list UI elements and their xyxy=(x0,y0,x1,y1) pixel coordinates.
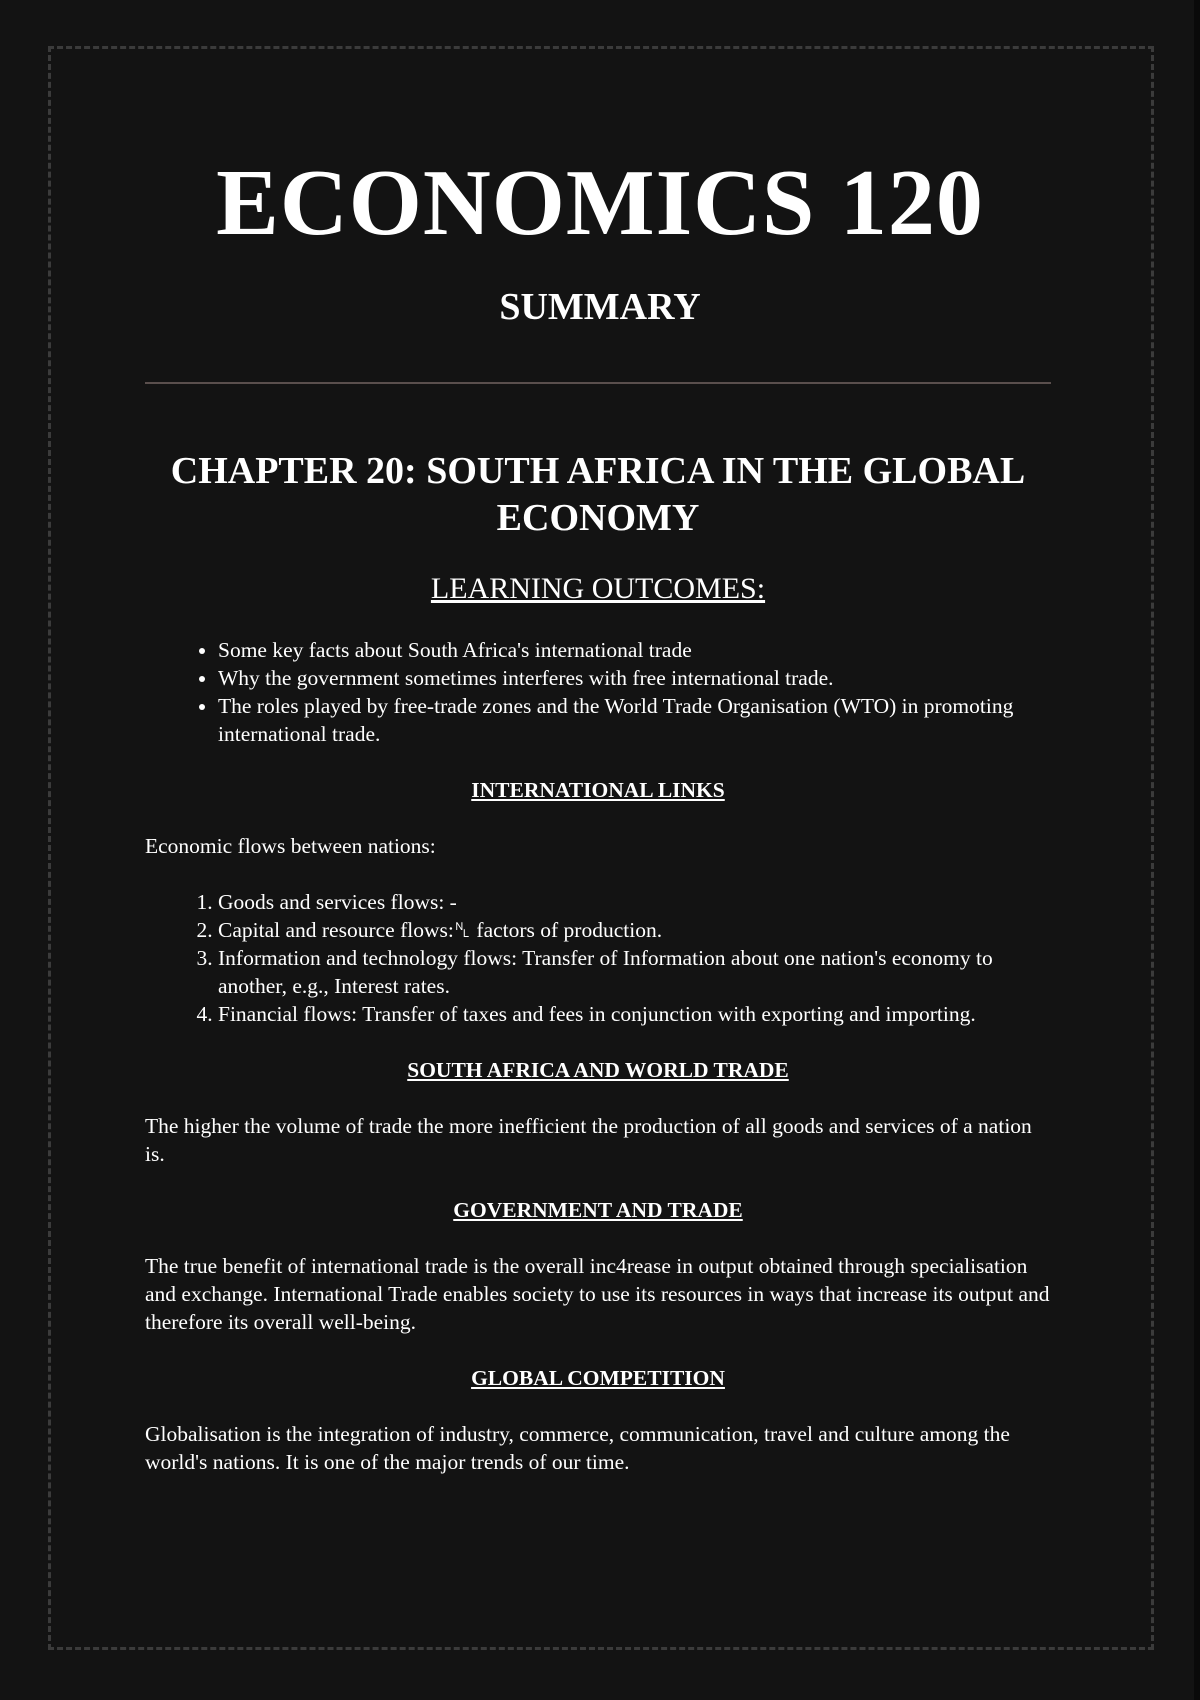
list-item: • Why the government sometimes interferes with free international trade. xyxy=(218,664,1051,692)
title-divider xyxy=(145,382,1051,384)
chapter-title: CHAPTER 20: SOUTH AFRICA IN THE GLOBAL ECONOMY xyxy=(170,450,1026,539)
global-competition-text: Globalisation is the integration of industry, commerce, communication, travel and culture among the world's nations. It is one of the major trends of our time. xyxy=(145,1422,1010,1474)
economic-flows-list xyxy=(145,888,1051,1028)
section-heading-south-africa-world-trade: SOUTH AFRICA AND WORLD TRADE xyxy=(407,1058,789,1082)
list-item: • Some key facts about South Africa's international trade xyxy=(218,636,1051,664)
section-heading-global-competition: GLOBAL COMPETITION xyxy=(471,1366,725,1390)
document-title: ECONOMICS 120 xyxy=(216,151,984,255)
government-trade-text: The true benefit of international trade is the overall inc4rease in output obtained through specialisation and exchange. International Trade enables society to use its resources in ways that increase its output and therefore its overall well-being. xyxy=(145,1254,1050,1334)
list-item: 3. Information and technology flows: Transfer of Information about one nation's economy to another, e.g., Interest rates. xyxy=(218,944,1051,1000)
section-heading-international-links: INTERNATIONAL LINKS xyxy=(471,778,725,802)
learning-outcomes-list xyxy=(145,636,1051,748)
south-africa-world-trade-text: The higher the volume of trade the more inefficient the production of all goods and services of a nation is. xyxy=(145,1114,1032,1166)
list-item: 1. Goods and services flows: - xyxy=(218,888,1051,916)
document-subtitle: SUMMARY xyxy=(499,286,701,328)
list-item: • The roles played by free-trade zones and the World Trade Organisation (WTO) in promoting international trade. xyxy=(218,692,1051,748)
international-links-intro: Economic flows between nations: xyxy=(145,834,436,858)
list-item: 2. Capital and resource flows:␤ factors of production. xyxy=(218,916,1051,944)
document-body xyxy=(145,570,1051,1476)
list-item: 4. Financial flows: Transfer of taxes and fees in conjunction with exporting and importing. xyxy=(218,1000,1051,1028)
learning-outcomes-heading: LEARNING OUTCOMES: xyxy=(430,572,766,605)
section-heading-government-trade: GOVERNMENT AND TRADE xyxy=(453,1198,743,1222)
